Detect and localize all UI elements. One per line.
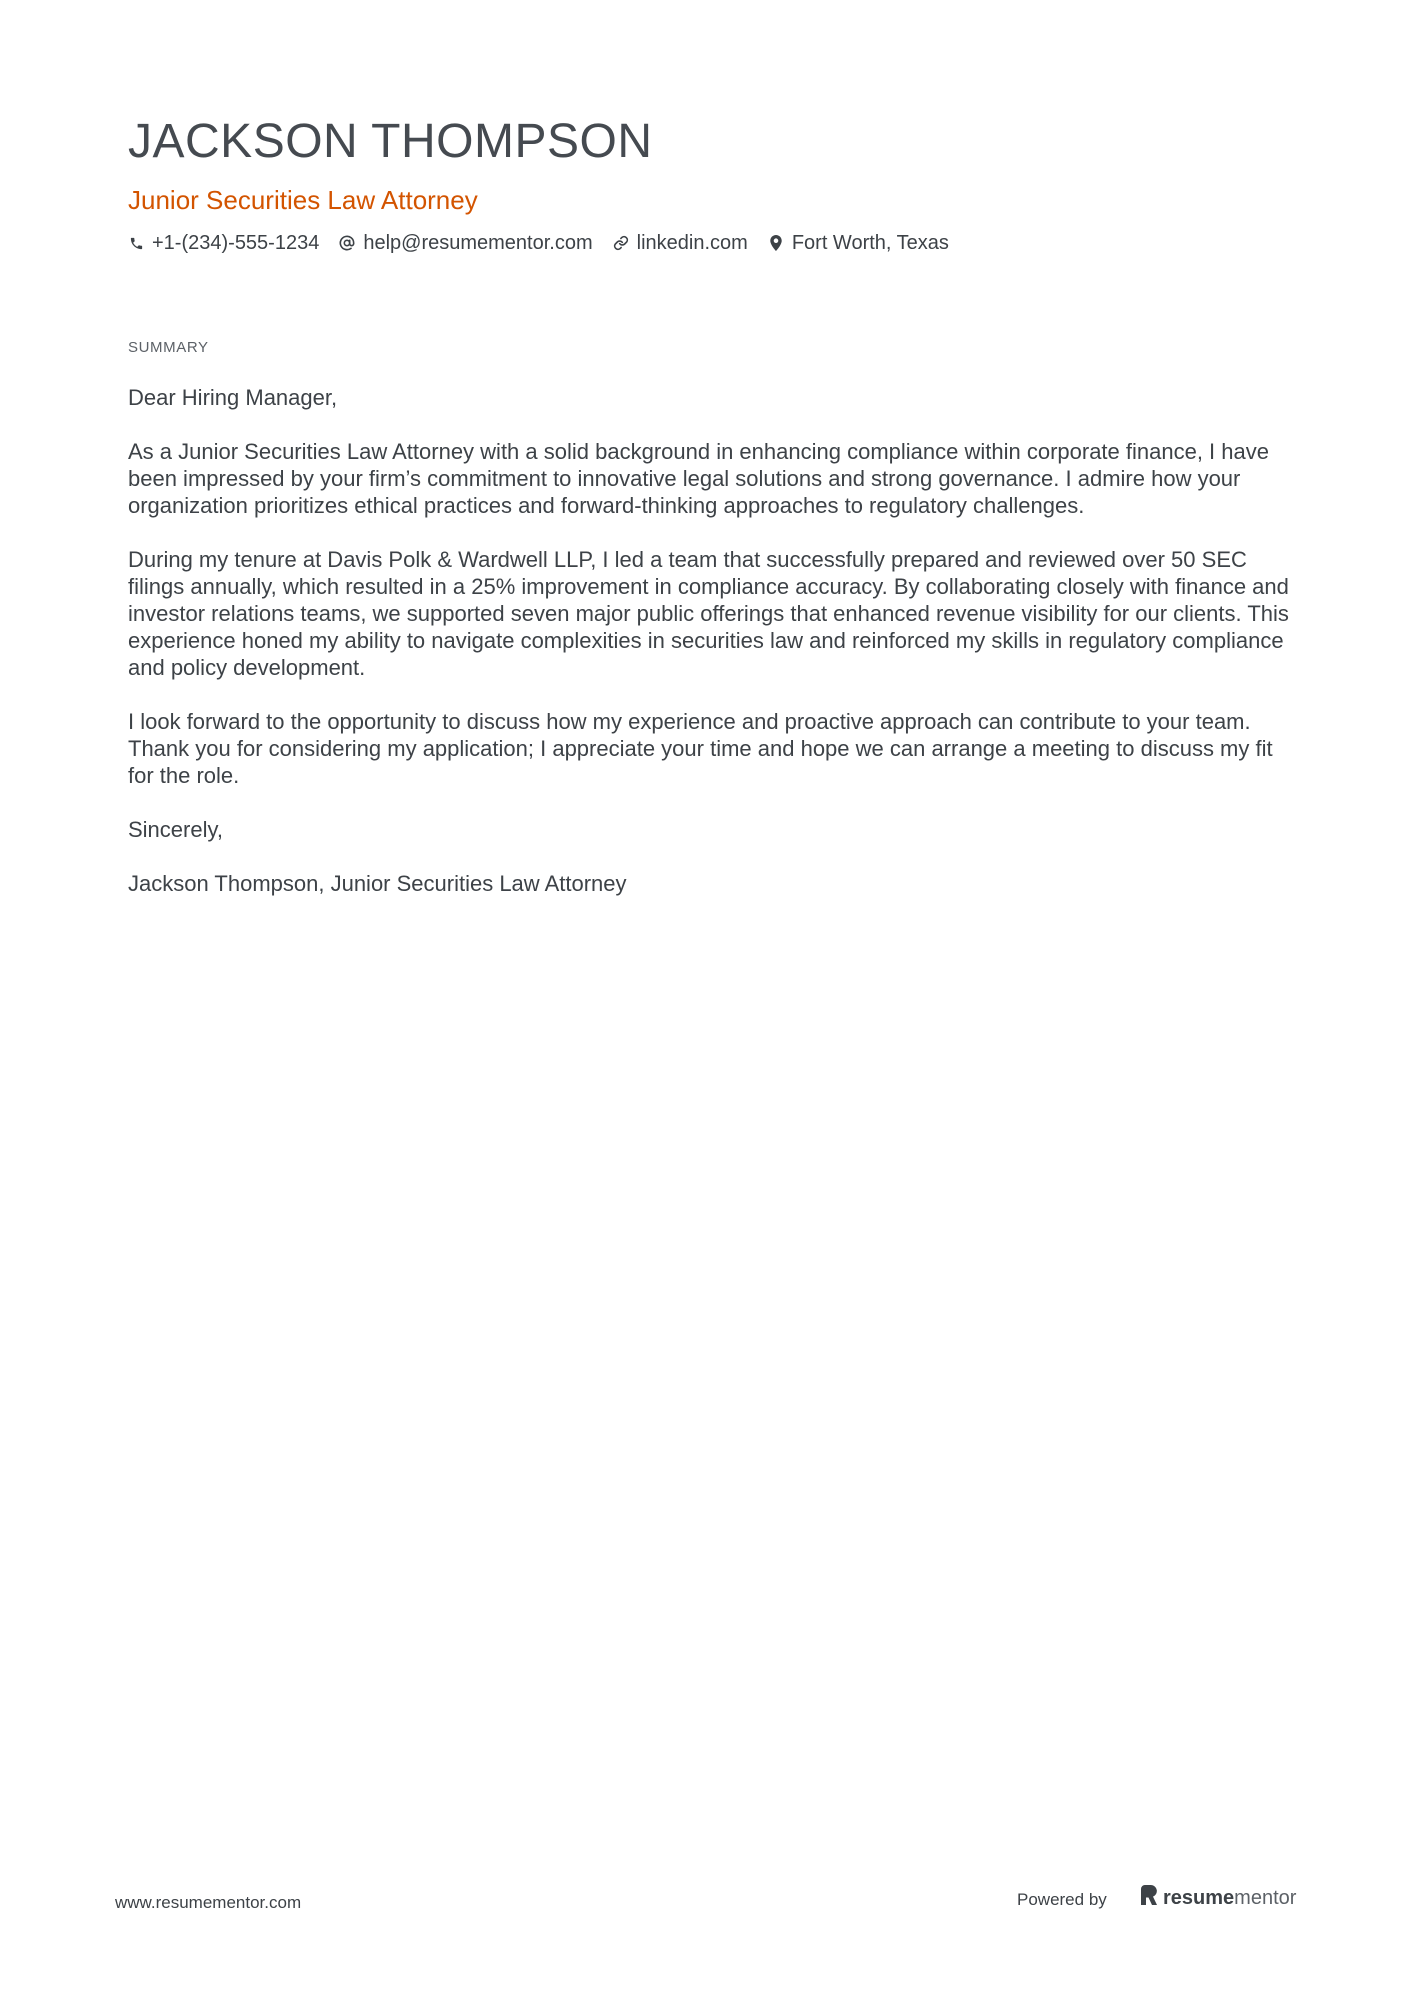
brand-name-bold: resume xyxy=(1163,1886,1235,1909)
contact-linkedin[interactable] xyxy=(613,230,748,256)
resumementor-logo-icon xyxy=(1141,1885,1157,1911)
at-icon xyxy=(339,235,355,251)
letter-paragraph-2: During my tenure at Davis Polk & Wardwell LLP, I led a team that successfully prepared and reviewed over 50 SEC filings annually, which resulted in a 25% improvement in compliance accuracy. By collaborating closely with finance and investor relations teams, we supported seven major public offerings that enhanced revenue visibility for our clients. This experience honed my ability to navigate complexities in securities law and reinforced my skills in regulatory compliance and policy development. xyxy=(128,547,1289,680)
footer-website-link[interactable]: www.resumementor.com xyxy=(115,1893,302,1912)
job-title: Junior Securities Law Attorney xyxy=(128,185,478,215)
location-pin-icon xyxy=(768,235,784,251)
header xyxy=(128,112,1288,256)
contact-location xyxy=(768,230,949,256)
letter-paragraph-3: I look forward to the opportunity to discuss how my experience and proactive approach can contribute to your team. Thank you for considering my application; I appreciate your time and hope we can arrange a meeting to discuss my fit for the role. xyxy=(128,709,1273,788)
letter-signature: Jackson Thompson, Junior Securities Law Attorney xyxy=(128,871,627,896)
letter-paragraph-1: As a Junior Securities Law Attorney with a solid background in enhancing compliance within corporate finance, I have been impressed by your firm’s commitment to innovative legal solutions and strong governance. I admire how your organization prioritizes ethical practices and forward-thinking approaches to regulatory challenges. xyxy=(128,439,1269,518)
powered-by-label: Powered by xyxy=(1017,1890,1107,1909)
contact-email-text[interactable]: help@resumementor.com xyxy=(363,232,593,254)
letter-greeting: Dear Hiring Manager, xyxy=(128,385,338,410)
contact-email[interactable] xyxy=(339,230,592,256)
phone-icon xyxy=(128,235,144,251)
contact-bar xyxy=(128,230,1288,256)
contact-phone xyxy=(128,230,319,256)
contact-location-text: Fort Worth, Texas xyxy=(791,232,949,254)
contact-phone-text: +1-(234)-555-1234 xyxy=(152,232,320,254)
section-heading-summary: SUMMARY xyxy=(128,339,209,356)
letter-closing: Sincerely, xyxy=(128,817,223,842)
candidate-name: JACKSON THOMPSON xyxy=(128,115,653,168)
link-icon xyxy=(613,235,629,251)
brand-logo[interactable] xyxy=(1141,1885,1296,1911)
contact-linkedin-text[interactable]: linkedin.com xyxy=(636,232,748,254)
cover-letter-body xyxy=(128,384,1298,924)
brand-name-light: mentor xyxy=(1234,1886,1297,1909)
